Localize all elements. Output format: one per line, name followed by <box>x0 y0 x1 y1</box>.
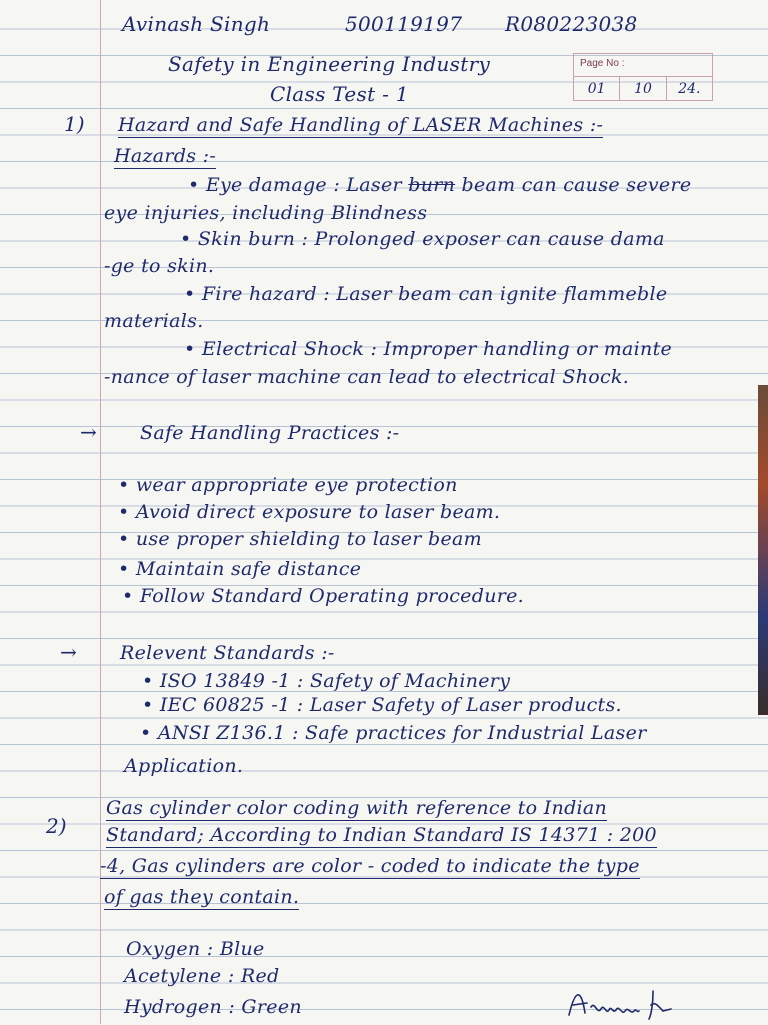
question-1-number: 1) <box>64 112 85 136</box>
practice-item: • Avoid direct exposure to laser beam. <box>118 501 501 523</box>
struck-word: burn <box>408 174 456 196</box>
hazard-eye-damage-cont: eye injuries, including Blindness <box>104 202 428 224</box>
hazard-fire-cont: materials. <box>104 310 204 332</box>
color-code-item: Oxygen : Blue <box>126 938 265 960</box>
signature <box>565 985 675 1025</box>
question-2-line: of gas they contain. <box>104 886 300 908</box>
color-code-item: Hydrogen : Green <box>124 996 302 1018</box>
question-1-title: Hazard and Safe Handling of LASER Machines :- <box>118 114 604 136</box>
sap-id: 500119197 <box>345 12 463 36</box>
hazard-eye-damage <box>188 174 691 196</box>
page-number-box <box>573 53 713 101</box>
hazard-eye-damage-text-2: beam can cause severe <box>461 174 692 196</box>
roll-number: R080223038 <box>505 12 638 36</box>
hazard-fire: • Fire hazard : Laser beam can ignite flammeble <box>184 283 668 305</box>
date-month: 10 <box>620 77 666 101</box>
standard-item: • IEC 60825 -1 : Laser Safety of Laser products. <box>142 694 622 716</box>
practice-item: • wear appropriate eye protection <box>118 474 458 496</box>
arrow-icon: → <box>80 420 98 444</box>
hazard-skin-burn-cont: -ge to skin. <box>104 255 215 277</box>
arrow-icon: → <box>60 640 78 664</box>
hazard-electrical: • Electrical Shock : Improper handling or mainte <box>184 338 673 360</box>
standard-item: • ISO 13849 -1 : Safety of Machinery <box>142 670 511 692</box>
hazard-eye-damage-text: • Eye damage : Laser <box>188 174 402 196</box>
practice-item: • Maintain safe distance <box>118 558 362 580</box>
question-2-line: -4, Gas cylinders are color - coded to indicate the type <box>100 855 640 877</box>
date-year: 24. <box>678 81 701 97</box>
date-day: 01 <box>574 77 620 101</box>
page-edge-shadow <box>758 385 768 715</box>
standards-heading: Relevent Standards :- <box>120 642 335 664</box>
hazard-electrical-cont: -nance of laser machine can lead to electrical Shock. <box>104 366 630 388</box>
practices-heading: Safe Handling Practices :- <box>140 422 400 444</box>
hazard-skin-burn: • Skin burn : Prolonged exposer can cause dama <box>180 228 665 250</box>
standard-item-cont: Application. <box>124 755 244 777</box>
question-2-line: Gas cylinder color coding with reference to Indian <box>106 797 608 819</box>
test-title: Class Test - 1 <box>270 82 409 106</box>
practice-item: • Follow Standard Operating procedure. <box>122 585 524 607</box>
standard-item: • ANSI Z136.1 : Safe practices for Industrial Laser <box>140 722 647 744</box>
student-name: Avinash Singh <box>122 12 271 36</box>
practice-item: • use proper shielding to laser beam <box>118 528 482 550</box>
course-title: Safety in Engineering Industry <box>168 52 491 76</box>
question-2-line: Standard; According to Indian Standard IS 14371 : 200 <box>106 824 657 846</box>
question-2-number: 2) <box>46 814 67 838</box>
hazards-heading: Hazards :- <box>114 145 217 167</box>
color-code-item: Acetylene : Red <box>124 965 280 987</box>
page-number-label: Page No : <box>580 58 625 69</box>
